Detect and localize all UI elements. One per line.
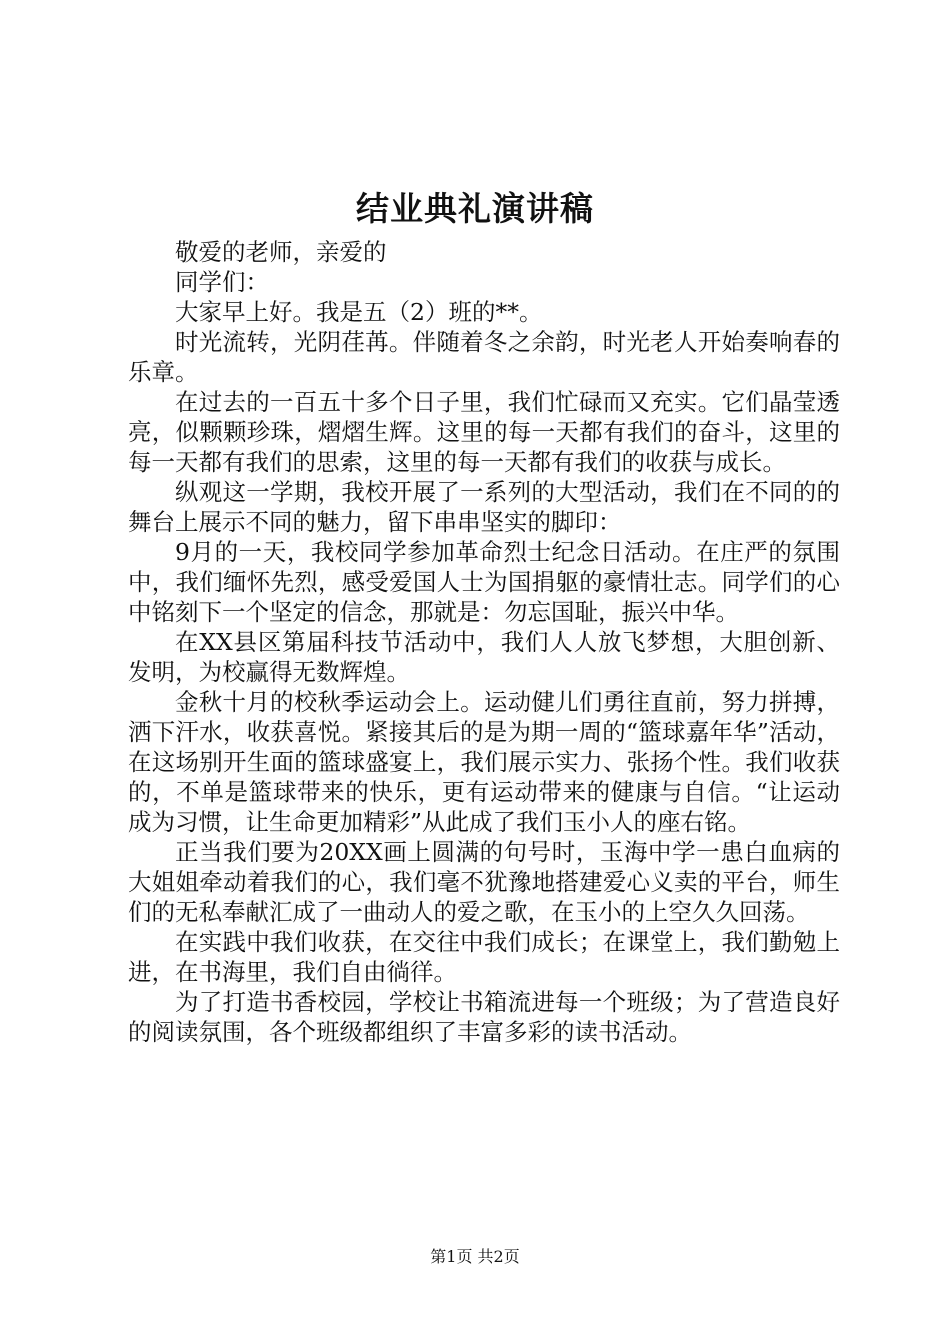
paragraph: 时光流转，光阴荏苒。伴随着冬之余韵，时光老人开始奏响春的乐章。 (128, 328, 840, 386)
paragraph: 在过去的一百五十多个日子里，我们忙碌而又充实。它们晶莹透亮，似颗颗珍珠，熠熠生辉。这里的每一天都有我们的奋斗，这里的每一天都有我们的思索，这里的每一天都有我们的收获与成长。 (128, 388, 840, 476)
paragraph: 9月的一天，我校同学参加革命烈士纪念日活动。在庄严的氛围中，我们缅怀先烈，感受爱国人士为国捐躯的豪情壮志。同学们的心中铭刻下一个坚定的信念，那就是：勿忘国耻，振兴中华。 (128, 538, 840, 626)
paragraph: 同学们： (175, 268, 269, 296)
paragraph: 在XX县区第届科技节活动中，我们人人放飞梦想，大胆创新、发明，为校赢得无数辉煌。 (128, 628, 840, 686)
paragraph: 在实践中我们收获，在交往中我们成长；在课堂上，我们勤勉上进，在书海里，我们自由徜徉。 (128, 928, 840, 986)
paragraph: 正当我们要为20XX画上圆满的句号时，玉海中学一患白血病的大姐姐牵动着我们的心，我们毫不犹豫地搭建爱心义卖的平台，师生们的无私奉献汇成了一曲动人的爱之歌，在玉小的上空久久回荡。 (128, 838, 840, 926)
document-body (128, 237, 840, 1047)
page-title: 结业典礼演讲稿 (356, 189, 594, 228)
paragraph: 为了打造书香校园，学校让书箱流进每一个班级；为了营造良好的阅读氛围，各个班级都组织了丰富多彩的读书活动。 (128, 988, 840, 1046)
page-footer: 第1页 共2页 (430, 1247, 520, 1266)
paragraph: 纵观这一学期，我校开展了一系列的大型活动，我们在不同的的舞台上展示不同的魅力，留下串串坚实的脚印： (128, 478, 840, 536)
paragraph: 大家早上好。我是五（2）班的**。 (175, 298, 543, 326)
paragraph: 金秋十月的校秋季运动会上。运动健儿们勇往直前，努力拼搏，洒下汗水，收获喜悦。紧接其后的是为期一周的“篮球嘉年华”活动，在这场别开生面的篮球盛宴上，我们展示实力、张扬个性。我们收获的，不单是篮球带来的快乐，更有运动带来的健康与自信。“让运动成为习惯，让生命更加精彩”从此成了我们玉小人的座右铭。 (128, 688, 840, 836)
paragraph: 敬爱的老师，亲爱的 (175, 238, 387, 266)
